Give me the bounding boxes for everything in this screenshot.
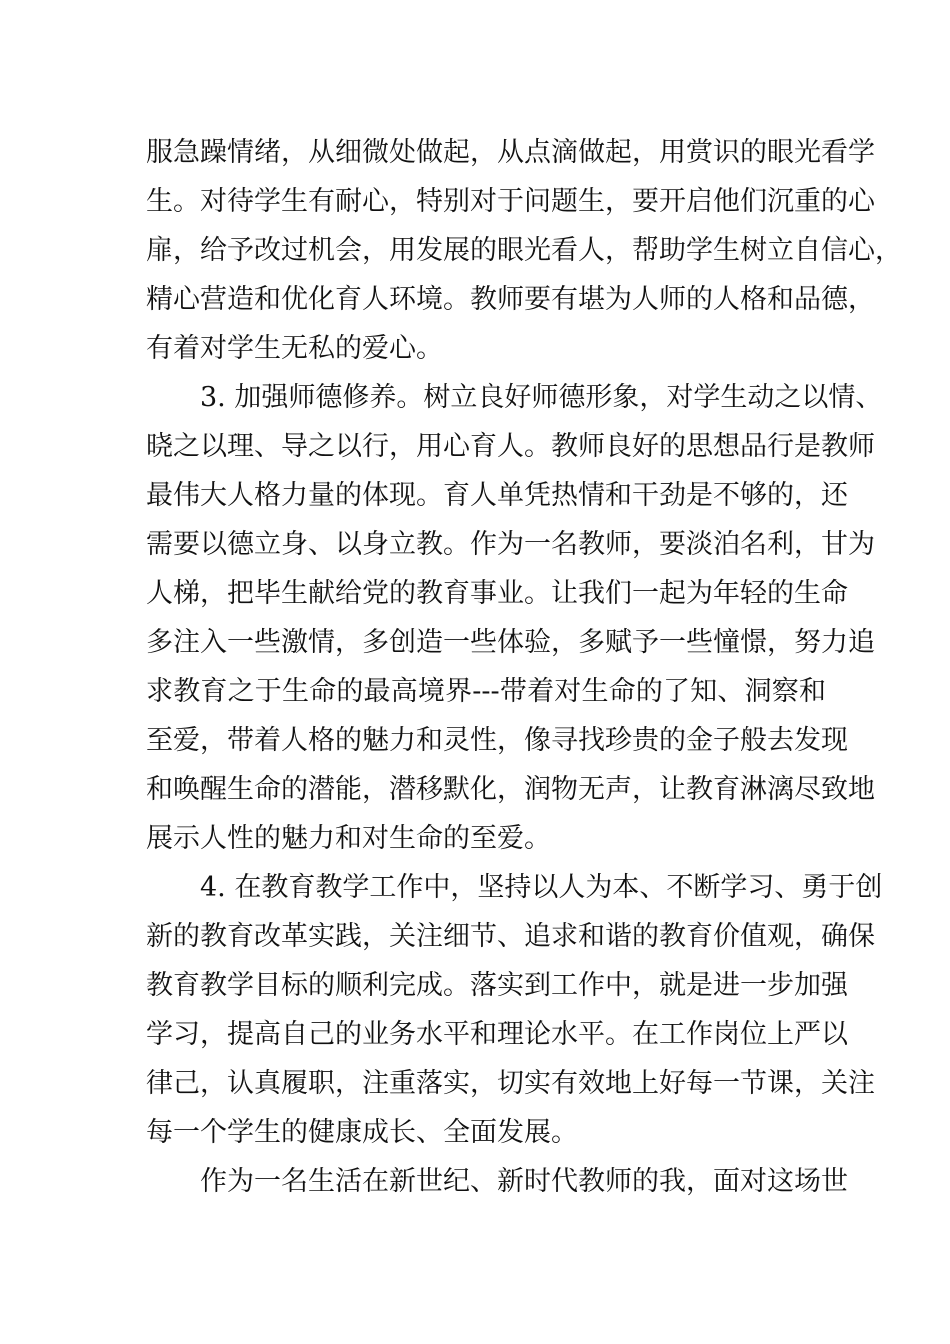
text-line: 学习，提高自己的业务水平和理论水平。在工作岗位上严以 [146,1019,848,1050]
text-line: 至爱，带着人格的魅力和灵性，像寻找珍贵的金子般去发现 [146,725,848,756]
text-line: 每一个学生的健康成长、全面发展。 [146,1117,578,1148]
document-body [146,128,902,1206]
text-line: 和唤醒生命的潜能，潜移默化，润物无声，让教育淋漓尽致地 [146,774,875,805]
text-line: 晓之以理、导之以行，用心育人。教师良好的思想品行是教师 [146,431,875,462]
text-line: 有着对学生无私的爱心。 [146,333,443,364]
text-line: 需要以德立身、以身立教。作为一名教师，要淡泊名利，甘为 [146,529,875,560]
text-line: 生。对待学生有耐心，特别对于问题生，要开启他们沉重的心 [146,186,875,217]
text-line: 律己，认真履职，注重落实，切实有效地上好每一节课，关注 [146,1068,875,1099]
text-line: 精心营造和优化育人环境。教师要有堪为人师的人格和品德， [146,284,875,315]
text-line: 作为一名生活在新世纪、新时代教师的我，面对这场世 [200,1166,848,1197]
text-line: 服急躁情绪，从细微处做起，从点滴做起，用赏识的眼光看学 [146,137,875,168]
text-line: 3. 加强师德修养。树立良好师德形象，对学生动之以情、 [200,382,883,413]
text-line: 4. 在教育教学工作中，坚持以人为本、不断学习、勇于创 [200,872,883,903]
text-line: 求教育之于生命的最高境界---带着对生命的了知、洞察和 [146,676,826,707]
text-line: 多注入一些激情，多创造一些体验，多赋予一些憧憬，努力追 [146,627,875,658]
text-line: 人梯，把毕生献给党的教育事业。让我们一起为年轻的生命 [146,578,848,609]
text-line: 展示人性的魅力和对生命的至爱。 [146,823,551,854]
text-line: 扉，给予改过机会，用发展的眼光看人，帮助学生树立自信心， [146,235,902,266]
text-line: 新的教育改革实践，关注细节、追求和谐的教育价值观，确保 [146,921,875,952]
text-line: 最伟大人格力量的体现。育人单凭热情和干劲是不够的，还 [146,480,848,511]
text-line: 教育教学目标的顺利完成。落实到工作中，就是进一步加强 [146,970,848,1001]
